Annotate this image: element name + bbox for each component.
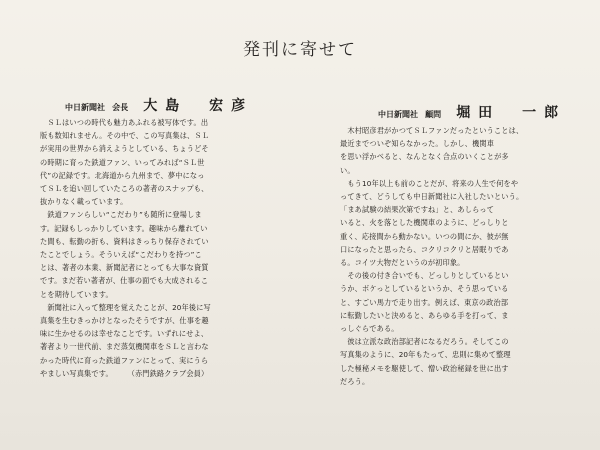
text-line: っしぐらである。 — [340, 324, 399, 334]
text-line: とを期待しています。 — [40, 289, 113, 299]
text-line: 鉄道ファンらしい“こだわり”も随所に登場しま — [40, 210, 202, 220]
right-author-org: 中日新聞社 — [378, 110, 418, 119]
text-line: てＳＬを追い回していたころの著者のスナップも、 — [40, 184, 209, 194]
text-line: だろう。 — [340, 376, 370, 386]
text-line: 木村昭彦君がかつてＳＬファンだったということは、 — [340, 126, 524, 135]
text-line: 「まあ試験の結果次第ですね」と、あしらって — [340, 205, 495, 215]
left-author-role: 会長 — [112, 103, 129, 112]
left-column-text — [40, 116, 270, 380]
text-line: 真集を生むきっかけとなったそうですが、仕事を趣 — [40, 316, 209, 326]
text-line: い。 — [340, 165, 355, 175]
text-line: る。コイツ大物だというのが初印象。 — [340, 258, 465, 268]
text-line: を思い浮かべると、なんとなく合点のいくことが多 — [340, 152, 509, 162]
text-line: の時期に育った鉄道ファン、いってみれば“ＳＬ世 — [40, 157, 205, 167]
text-line: た間も、転勤の折も、資料はきっちり保存されてい — [40, 236, 209, 246]
text-line: とは、著者の本業、新聞記者にとっても大事な資質 — [40, 263, 209, 273]
text-line: 抜かりなく載っています。 — [40, 197, 128, 207]
text-line: 版も数知れません。その中で、この写真集は、ＳＬ — [40, 131, 210, 141]
text-line: に転勤したいと決めると、あらゆる手を打って、ま — [340, 310, 509, 320]
text-line: 味に生かせるのは幸せなことです。いずれにせよ、 — [40, 329, 209, 339]
text-line: たことでしょう。そういえば“こだわりを持つ”こ — [40, 250, 202, 260]
text-line: うか、ボケっとしているというか、そう思っている — [340, 284, 509, 294]
text-line: もう10年以上も前のことだが、将来の人生で何をや — [340, 178, 519, 188]
text-line: 重く、応接間から動かない。いつの間にか、彼が無 — [340, 231, 509, 241]
text-line: 著者より一世代前、まだ蒸気機関車をＳＬと言わな — [40, 342, 209, 352]
text-line: と、すごい馬力で走り出す。例えば、東京の政治部 — [340, 297, 509, 307]
right-author-name: 堀田 一郎 — [456, 105, 567, 121]
text-line: 代”の記録です。北海道から九州まで、夢中になっ — [40, 170, 205, 180]
text-line: ってきて、どうしても中日新聞社に入社したいという。 — [340, 192, 524, 202]
text-line: が実用の世界から消えようとしている、ちょうどそ — [40, 144, 209, 154]
text-line: やましい写真集です。 （赤門鉄路クラブ会員） — [40, 368, 209, 378]
left-byline — [65, 95, 253, 115]
text-line: 彼は立派な政治部記者になるだろう。そしてこの — [340, 337, 509, 347]
text-line: 最近までついぞ知らなかった。しかし、機関車 — [340, 139, 495, 149]
text-line: です。まだ若い著者が、仕事の面でも大成されるこ — [40, 276, 209, 286]
text-line: ＳＬはいつの時代も魅力あふれる被写体です。出 — [40, 118, 209, 127]
page-title: 発刊に寄せて — [243, 40, 357, 60]
right-byline — [378, 102, 566, 122]
text-line: いると、火を落とした機関車のように、どっしりと — [340, 218, 509, 228]
left-author-org: 中日新聞社 — [65, 103, 105, 112]
text-line: 口になったと思ったら、コクリコクリと居眠りであ — [340, 244, 509, 254]
text-line: 新聞社に入って整理を覚えたことが、20年後に写 — [40, 302, 211, 312]
text-line: その後の付き合いでも、どっしりとしているとい — [340, 271, 509, 281]
left-author-name: 大島 宏彦 — [143, 98, 254, 114]
text-line: 写真集のように、20年もたって、忠則に集めて整理 — [340, 350, 511, 360]
text-line: す。記録もしっかりしています。趣味から離れてい — [40, 223, 208, 233]
right-column-text — [340, 124, 580, 388]
right-author-role: 顧問 — [425, 110, 442, 119]
text-line: かった時代に育った鉄道ファンにとって、実にうら — [40, 355, 209, 365]
text-line: した極秘メモを駆使して、憎い政治秘録を世に出す — [340, 363, 509, 373]
